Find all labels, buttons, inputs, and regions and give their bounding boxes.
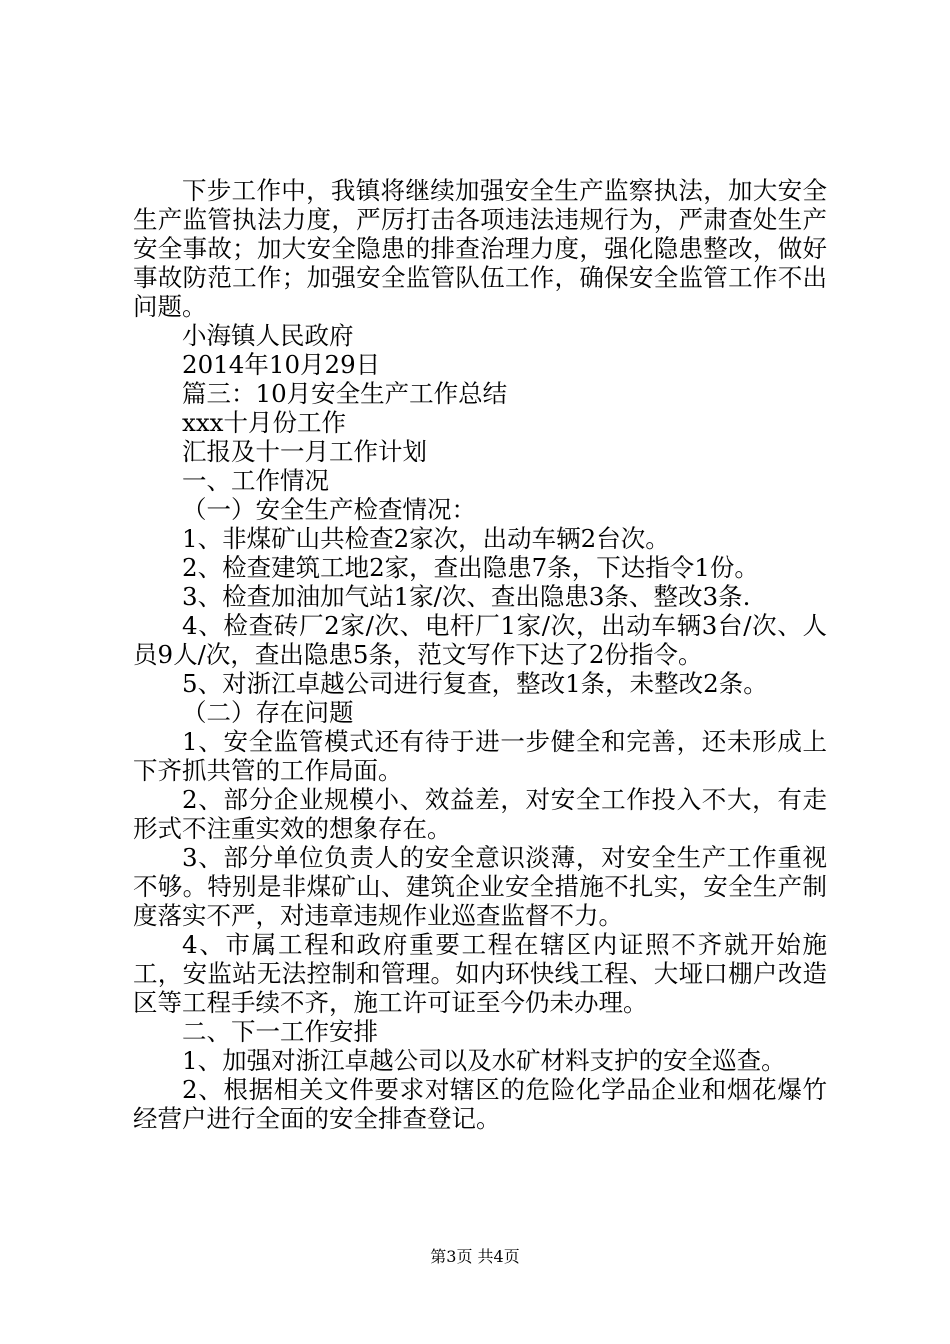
signature-date: 2014年10月29日	[182, 350, 381, 379]
list-item: 2、检查建筑工地2家，查出隐患7条，下达指令1份。	[182, 553, 759, 582]
list-item: 3、部分单位负责人的安全意识淡薄，对安全生产工作重视不够。特别是非煤矿山、建筑企业安全措施不扎实，安全生产制度落实不严，对违章违规作业巡查监督不力。	[133, 843, 827, 930]
list-item: 3、检查加油加气站1家/次、查出隐患3条、整改3条.	[182, 582, 751, 611]
paragraph-next-steps: 下步工作中，我镇将继续加强安全生产监察执法，加大安全生产监管执法力度，严厉打击各项违法违规行为，严肃查处生产安全事故；加大安全隐患的排查治理力度，强化隐患整改，做好事故防范工作；加强安全监管队伍工作，确保安全监管工作不出问题。	[133, 176, 827, 321]
list-item: 1、加强对浙江卓越公司以及水矿材料支护的安全巡查。	[182, 1046, 786, 1075]
subheading-problems: （二）存在问题	[182, 698, 354, 727]
list-item: 4、检查砖厂2家/次、电杆厂1家/次，出动车辆3台/次、人员9人/次，查出隐患5条，范文写作下达了2份指令。	[133, 611, 827, 669]
list-item: 1、安全监管模式还有待于进一步健全和完善，还未形成上下齐抓共管的工作局面。	[133, 727, 827, 785]
list-item: 5、对浙江卓越公司进行复查，整改1条，未整改2条。	[182, 669, 768, 698]
signature-organization: 小海镇人民政府	[182, 321, 354, 350]
heading-work-status: 一、工作情况	[182, 466, 329, 495]
list-item: 1、非煤矿山共检查2家次，出动车辆2台次。	[182, 524, 670, 553]
subheading-inspections: （一）安全生产检查情况：	[182, 495, 476, 524]
heading-next-arrangements: 二、下一工作安排	[182, 1017, 378, 1046]
report-title-line2: 汇报及十一月工作计划	[182, 437, 427, 466]
list-item: 2、部分企业规模小、效益差，对安全工作投入不大，有走形式不注重实效的想象存在。	[133, 785, 827, 843]
section-title: 篇三：10月安全生产工作总结	[182, 379, 508, 408]
page-number-footer: 第3页 共4页	[430, 1247, 520, 1266]
list-item: 2、根据相关文件要求对辖区的危险化学品企业和烟花爆竹经营户进行全面的安全排查登记。	[133, 1075, 827, 1133]
list-item: 4、市属工程和政府重要工程在辖区内证照不齐就开始施工，安监站无法控制和管理。如内环快线工程、大垭口棚户改造区等工程手续不齐，施工许可证至今仍未办理。	[133, 930, 827, 1017]
report-title-line1: xxx十月份工作	[182, 408, 346, 437]
document-body	[133, 176, 827, 1133]
